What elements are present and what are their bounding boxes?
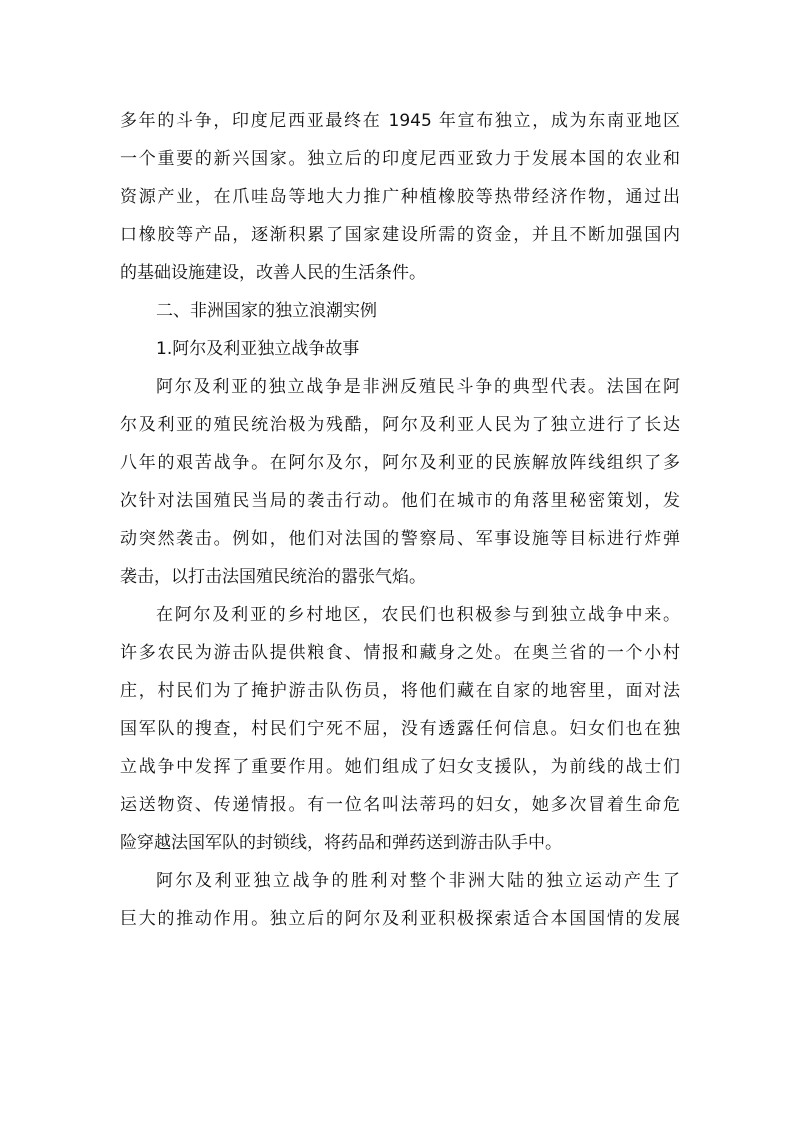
text-line: 在阿尔及利亚的乡村地区，农民们也积极参与到独立战争中来。 bbox=[156, 605, 680, 625]
text-line: 动突然袭击。例如，他们对法国的警察局、军事设施等目标进行炸弹 bbox=[120, 529, 680, 549]
text-line: 资源产业，在爪哇岛等地大力推广种植橡胶等热带经济作物，通过出 bbox=[120, 187, 680, 207]
text-line: 庄，村民们为了掩护游击队伤员，将他们藏在自家的地窖里，面对法 bbox=[120, 681, 680, 701]
text-line: 立战争中发挥了重要作用。她们组成了妇女支援队，为前线的战士们 bbox=[120, 757, 680, 777]
paragraph bbox=[120, 102, 680, 292]
text-line: 多年的斗争，印度尼西亚最终在 1945 年宣布独立，成为东南亚地区 bbox=[120, 111, 680, 131]
text-line: 袭击，以打击法国殖民统治的嚣张气焰。 bbox=[120, 567, 426, 587]
section-heading bbox=[120, 330, 680, 368]
section-heading bbox=[120, 292, 680, 330]
text-line: 二、非洲国家的独立浪潮实例 bbox=[156, 301, 377, 321]
text-line: 许多农民为游击队提供粮食、情报和藏身之处。在奥兰省的一个小村 bbox=[120, 643, 680, 663]
document-page bbox=[120, 102, 680, 938]
text-line: 巨大的推动作用。独立后的阿尔及利亚积极探索适合本国国情的发展 bbox=[120, 909, 680, 929]
text-line: 运送物资、传递情报。有一位名叫法蒂玛的妇女，她多次冒着生命危 bbox=[120, 795, 680, 815]
text-line: 国军队的搜查，村民们宁死不屈，没有透露任何信息。妇女们也在独 bbox=[120, 719, 680, 739]
text-line: 阿尔及利亚的独立战争是非洲反殖民斗争的典型代表。法国在阿 bbox=[156, 377, 680, 397]
text-line: 八年的艰苦战争。在阿尔及尔，阿尔及利亚的民族解放阵线组织了多 bbox=[120, 453, 680, 473]
text-line: 一个重要的新兴国家。独立后的印度尼西亚致力于发展本国的农业和 bbox=[120, 149, 680, 169]
text-line: 次针对法国殖民当局的袭击行动。他们在城市的角落里秘密策划，发 bbox=[120, 491, 680, 511]
text-line: 1.阿尔及利亚独立战争故事 bbox=[156, 339, 360, 359]
text-line: 的基础设施建设，改善人民的生活条件。 bbox=[120, 263, 426, 283]
paragraph bbox=[120, 368, 680, 596]
text-line: 阿尔及利亚独立战争的胜利对整个非洲大陆的独立运动产生了 bbox=[156, 871, 680, 891]
text-line: 口橡胶等产品，逐渐积累了国家建设所需的资金，并且不断加强国内 bbox=[120, 225, 680, 245]
paragraph bbox=[120, 862, 680, 938]
paragraph bbox=[120, 596, 680, 862]
text-line: 险穿越法国军队的封锁线，将药品和弹药送到游击队手中。 bbox=[120, 833, 562, 853]
text-line: 尔及利亚的殖民统治极为残酷，阿尔及利亚人民为了独立进行了长达 bbox=[120, 415, 680, 435]
